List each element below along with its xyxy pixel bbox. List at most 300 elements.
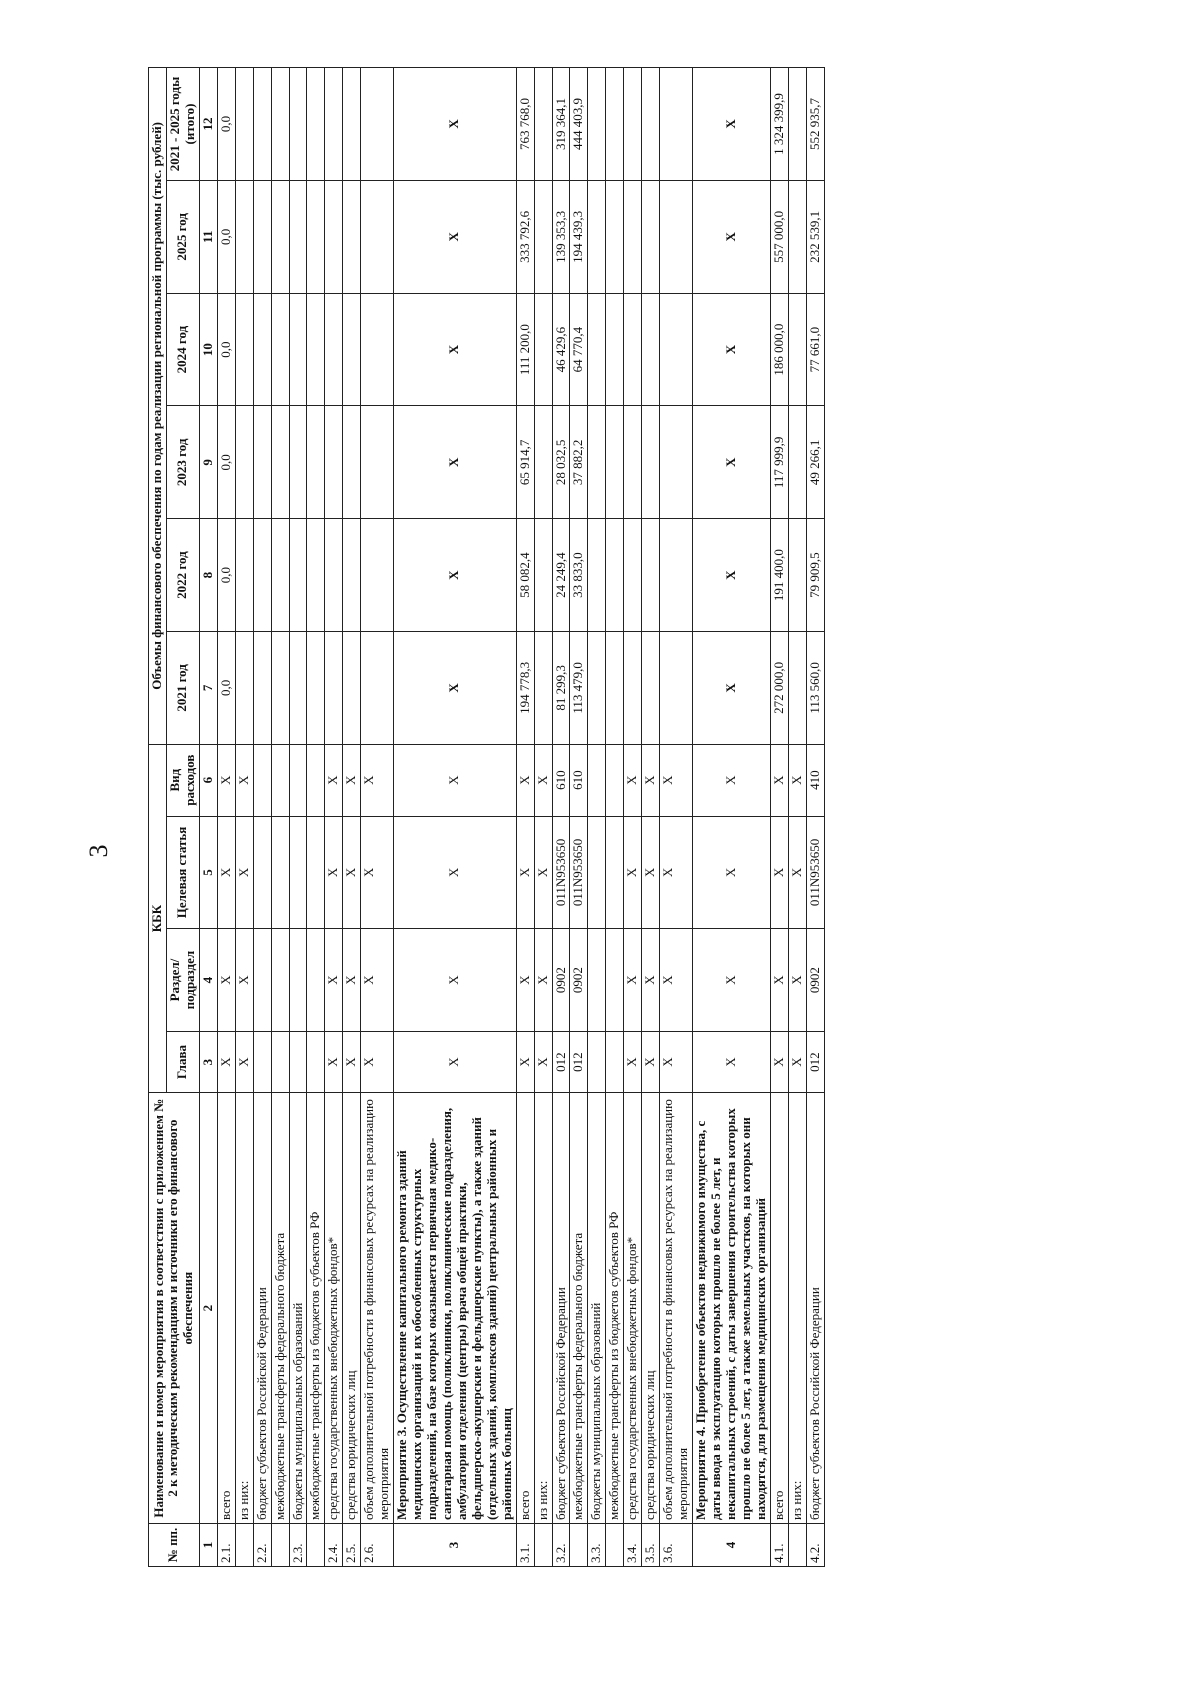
value-cell [289, 519, 307, 632]
target-article-cell: 011N953650 [806, 816, 824, 929]
value-cell [588, 68, 606, 181]
value-cell: 111 200,0 [516, 293, 534, 406]
expense-type-cell: X [693, 744, 771, 816]
glava-cell [588, 1031, 606, 1093]
expense-type-cell: X [660, 744, 693, 816]
table-row [624, 68, 642, 1567]
column-number: 8 [199, 519, 217, 632]
value-cell: X [693, 68, 771, 181]
razdel-cell: X [217, 929, 235, 1032]
table-row [552, 68, 570, 1567]
table-row [361, 68, 394, 1567]
row-name-cell: Мероприятие 4. Приобретение объектов недвижимого имущества, с даты ввода в эксплуатацию которых прошло не более 5 лет, и некапитальных строений, с даты завершения строительства которых прошло не более 5 лет, а также земельных участков, на которых они находятся, для размещения медицинских организаций [693, 1093, 771, 1524]
value-cell [343, 406, 361, 519]
target-article-cell [271, 816, 289, 929]
value-cell: 79 909,5 [806, 519, 824, 632]
value-cell [624, 406, 642, 519]
value-cell [253, 406, 271, 519]
value-cell [788, 180, 806, 293]
table-row [660, 68, 693, 1567]
value-cell [235, 632, 253, 745]
value-cell [361, 519, 394, 632]
value-cell [624, 293, 642, 406]
target-article-cell [588, 816, 606, 929]
financing-table [148, 67, 825, 1567]
target-article-cell: X [788, 816, 806, 929]
row-number-cell [271, 1523, 289, 1566]
value-cell [361, 68, 394, 181]
value-cell: 333 792,6 [516, 180, 534, 293]
expense-type-cell [253, 744, 271, 816]
value-cell [534, 180, 552, 293]
row-number-cell: 2.1. [217, 1523, 235, 1566]
row-number-cell: 2.3. [289, 1523, 307, 1566]
glava-cell [307, 1031, 325, 1093]
expense-type-cell: X [394, 744, 517, 816]
target-article-cell: X [217, 816, 235, 929]
row-name-cell: бюджет субъектов Российской Федерации [253, 1093, 271, 1524]
expense-type-cell [588, 744, 606, 816]
target-article-cell: X [624, 816, 642, 929]
value-cell [235, 68, 253, 181]
table-row [253, 68, 271, 1567]
column-number: 9 [199, 406, 217, 519]
glava-cell: 012 [552, 1031, 570, 1093]
header-kbk: КБК [149, 744, 167, 1093]
glava-cell: X [788, 1031, 806, 1093]
table-row [325, 68, 343, 1567]
header-2021: 2021 год [166, 632, 199, 745]
target-article-cell: X [394, 816, 517, 929]
row-number-cell: 4 [693, 1523, 771, 1566]
row-name-cell: из них: [788, 1093, 806, 1524]
value-cell [588, 180, 606, 293]
razdel-cell: X [394, 929, 517, 1032]
value-cell: 194 778,3 [516, 632, 534, 745]
row-number-cell [606, 1523, 624, 1566]
value-cell [788, 68, 806, 181]
value-cell: 191 400,0 [770, 519, 788, 632]
table-row [606, 68, 624, 1567]
value-cell [606, 68, 624, 181]
razdel-cell: X [660, 929, 693, 1032]
table-row [343, 68, 361, 1567]
value-cell [788, 519, 806, 632]
value-cell: X [394, 293, 517, 406]
row-number-cell [307, 1523, 325, 1566]
value-cell [271, 406, 289, 519]
expense-type-cell: X [235, 744, 253, 816]
razdel-cell: X [624, 929, 642, 1032]
glava-cell: X [770, 1031, 788, 1093]
table-row [289, 68, 307, 1567]
razdel-cell: X [642, 929, 660, 1032]
expense-type-cell: X [534, 744, 552, 816]
value-cell: X [693, 632, 771, 745]
target-article-cell: X [660, 816, 693, 929]
row-name-cell: Мероприятие 3. Осуществление капитального ремонта зданий медицинских организаций и их обособленных структурных подразделений, на базе которых оказывается первичная медико-санитарная помощь (поликлиники, поликлинические подразделения, амбулатории отделения (центры) врача общей практики, фельдшерско-акушерские и фельдшерские пункты), а также зданий (отдельных зданий, комплексов зданий) центральных районных и районных больниц [394, 1093, 517, 1524]
value-cell [235, 406, 253, 519]
glava-cell: X [642, 1031, 660, 1093]
value-cell [588, 406, 606, 519]
row-name-cell: межбюджетные трансферты из бюджетов субъектов РФ [307, 1093, 325, 1524]
row-number-cell [534, 1523, 552, 1566]
value-cell: 0,0 [217, 632, 235, 745]
header-2024: 2024 год [166, 293, 199, 406]
value-cell [534, 293, 552, 406]
value-cell [235, 293, 253, 406]
target-article-cell: X [642, 816, 660, 929]
column-number: 4 [199, 929, 217, 1032]
value-cell [361, 632, 394, 745]
value-cell [534, 519, 552, 632]
rotated-table-wrapper [148, 76, 1038, 1567]
value-cell [642, 293, 660, 406]
table-body [217, 68, 824, 1567]
glava-cell [253, 1031, 271, 1093]
value-cell [307, 406, 325, 519]
value-cell: 0,0 [217, 406, 235, 519]
value-cell: 557 000,0 [770, 180, 788, 293]
value-cell [660, 180, 693, 293]
row-name-cell: всего [516, 1093, 534, 1524]
value-cell: 117 999,9 [770, 406, 788, 519]
target-article-cell: X [343, 816, 361, 929]
value-cell [289, 406, 307, 519]
value-cell [253, 293, 271, 406]
table-row [788, 68, 806, 1567]
value-cell: 81 299,3 [552, 632, 570, 745]
target-article-cell: 011N953650 [552, 816, 570, 929]
glava-cell: X [693, 1031, 771, 1093]
value-cell [788, 293, 806, 406]
glava-cell: X [660, 1031, 693, 1093]
value-cell [606, 406, 624, 519]
value-cell: 24 249,4 [552, 519, 570, 632]
row-number-cell: 3.5. [642, 1523, 660, 1566]
header-celevaya: Целевая статья [166, 816, 199, 929]
value-cell: 58 082,4 [516, 519, 534, 632]
column-number: 1 [199, 1523, 217, 1566]
value-cell: X [394, 519, 517, 632]
razdel-cell: 0902 [570, 929, 588, 1032]
header-razdel: Раздел/ подраздел [166, 929, 199, 1032]
row-name-cell: бюджеты муниципальных образований [588, 1093, 606, 1524]
target-article-cell: X [235, 816, 253, 929]
column-number: 2 [199, 1093, 217, 1524]
value-cell [788, 406, 806, 519]
value-cell: X [394, 406, 517, 519]
header-name: Наименование и номер мероприятия в соответствии с приложением № 2 к методическим рекомендациям и источники его финансового обеспечения [149, 1093, 200, 1524]
header-2025: 2025 год [166, 180, 199, 293]
row-name-cell: межбюджетные трансферты из бюджетов субъектов РФ [606, 1093, 624, 1524]
value-cell [624, 68, 642, 181]
header-2023: 2023 год [166, 406, 199, 519]
razdel-cell [606, 929, 624, 1032]
value-cell [606, 632, 624, 745]
row-number-cell: 3.2. [552, 1523, 570, 1566]
table-row [693, 68, 771, 1567]
expense-type-cell: 610 [570, 744, 588, 816]
value-cell [534, 632, 552, 745]
row-number-cell: 2.2. [253, 1523, 271, 1566]
header-total: 2021 - 2025 годы (итого) [166, 68, 199, 181]
glava-cell: X [343, 1031, 361, 1093]
table-row [642, 68, 660, 1567]
value-cell [325, 406, 343, 519]
row-name-cell: средства государственных внебюджетных фондов* [325, 1093, 343, 1524]
expense-type-cell: X [624, 744, 642, 816]
value-cell [325, 519, 343, 632]
razdel-cell: 0902 [552, 929, 570, 1032]
razdel-cell [307, 929, 325, 1032]
row-number-cell: 3.4. [624, 1523, 642, 1566]
target-article-cell: X [361, 816, 394, 929]
header-vid: Вид расходов [166, 744, 199, 816]
value-cell [307, 68, 325, 181]
table-row [217, 68, 235, 1567]
table-row [588, 68, 606, 1567]
glava-cell [606, 1031, 624, 1093]
row-number-cell: 3 [394, 1523, 517, 1566]
value-cell: X [693, 293, 771, 406]
value-cell [307, 180, 325, 293]
value-cell [788, 632, 806, 745]
value-cell [606, 519, 624, 632]
row-name-cell: объем дополнительной потребности в финансовых ресурсах на реализацию мероприятия [660, 1093, 693, 1524]
expense-type-cell: X [788, 744, 806, 816]
row-name-cell: средства государственных внебюджетных фондов* [624, 1093, 642, 1524]
column-number: 7 [199, 632, 217, 745]
value-cell: 0,0 [217, 293, 235, 406]
value-cell [361, 406, 394, 519]
value-cell [289, 180, 307, 293]
value-cell: 0,0 [217, 68, 235, 181]
target-article-cell: X [516, 816, 534, 929]
row-name-cell: средства юридических лиц [343, 1093, 361, 1524]
expense-type-cell: X [343, 744, 361, 816]
value-cell [660, 293, 693, 406]
table-row [394, 68, 517, 1567]
value-cell: 319 364,1 [552, 68, 570, 181]
razdel-cell: X [235, 929, 253, 1032]
razdel-cell [588, 929, 606, 1032]
value-cell [642, 632, 660, 745]
value-cell: 763 768,0 [516, 68, 534, 181]
row-name-cell: межбюджетные трансферты федерального бюджета [271, 1093, 289, 1524]
value-cell [271, 180, 289, 293]
razdel-cell: 0902 [806, 929, 824, 1032]
column-number: 10 [199, 293, 217, 406]
target-article-cell [289, 816, 307, 929]
value-cell [588, 293, 606, 406]
value-cell [343, 632, 361, 745]
target-article-cell: X [325, 816, 343, 929]
value-cell: 0,0 [217, 519, 235, 632]
header-2022: 2022 год [166, 519, 199, 632]
value-cell: 64 770,4 [570, 293, 588, 406]
value-cell [642, 68, 660, 181]
glava-cell: X [361, 1031, 394, 1093]
value-cell: X [693, 180, 771, 293]
value-cell [289, 632, 307, 745]
value-cell [271, 632, 289, 745]
value-cell: 46 429,6 [552, 293, 570, 406]
row-number-cell: 3.3. [588, 1523, 606, 1566]
value-cell [588, 519, 606, 632]
value-cell: X [394, 180, 517, 293]
value-cell [253, 519, 271, 632]
value-cell [325, 632, 343, 745]
expense-type-cell: X [325, 744, 343, 816]
value-cell: 113 560,0 [806, 632, 824, 745]
glava-cell: X [325, 1031, 343, 1093]
row-number-cell: 3.1. [516, 1523, 534, 1566]
expense-type-cell: X [361, 744, 394, 816]
value-cell: X [394, 632, 517, 745]
row-number-cell: 4.2. [806, 1523, 824, 1566]
row-number-cell [235, 1523, 253, 1566]
expense-type-cell [307, 744, 325, 816]
target-article-cell [606, 816, 624, 929]
value-cell [660, 68, 693, 181]
row-name-cell: бюджет субъектов Российской Федерации [552, 1093, 570, 1524]
value-cell [660, 632, 693, 745]
razdel-cell: X [788, 929, 806, 1032]
value-cell [642, 519, 660, 632]
value-cell [361, 180, 394, 293]
glava-cell: 012 [806, 1031, 824, 1093]
glava-cell: X [534, 1031, 552, 1093]
glava-cell: X [516, 1031, 534, 1093]
value-cell: X [394, 68, 517, 181]
table-row [271, 68, 289, 1567]
value-cell [325, 68, 343, 181]
table-row [806, 68, 824, 1567]
column-number: 5 [199, 816, 217, 929]
column-number: 11 [199, 180, 217, 293]
value-cell [307, 632, 325, 745]
value-cell [606, 293, 624, 406]
header-glava: Глава [166, 1031, 199, 1093]
value-cell [343, 180, 361, 293]
table-row [235, 68, 253, 1567]
value-cell [253, 68, 271, 181]
razdel-cell: X [516, 929, 534, 1032]
row-name-cell: бюджет субъектов Российской Федерации [806, 1093, 824, 1524]
row-name-cell: всего [217, 1093, 235, 1524]
column-number: 3 [199, 1031, 217, 1093]
glava-cell: X [394, 1031, 517, 1093]
value-cell: 33 833,0 [570, 519, 588, 632]
value-cell [624, 180, 642, 293]
value-cell [343, 68, 361, 181]
value-cell [343, 293, 361, 406]
value-cell [271, 68, 289, 181]
target-article-cell: X [770, 816, 788, 929]
value-cell: 113 479,0 [570, 632, 588, 745]
expense-type-cell [289, 744, 307, 816]
expense-type-cell: X [217, 744, 235, 816]
razdel-cell [289, 929, 307, 1032]
value-cell [642, 180, 660, 293]
value-cell: X [693, 406, 771, 519]
target-article-cell: X [693, 816, 771, 929]
expense-type-cell [606, 744, 624, 816]
glava-cell: X [624, 1031, 642, 1093]
row-number-cell: 3.6. [660, 1523, 693, 1566]
column-number: 6 [199, 744, 217, 816]
row-number-cell [570, 1523, 588, 1566]
expense-type-cell: X [516, 744, 534, 816]
page-number: 3 [84, 844, 113, 858]
table-row [307, 68, 325, 1567]
value-cell: 1 324 399,9 [770, 68, 788, 181]
row-number-cell: 4.1. [770, 1523, 788, 1566]
razdel-cell [271, 929, 289, 1032]
row-number-cell: 2.4. [325, 1523, 343, 1566]
razdel-cell [253, 929, 271, 1032]
row-name-cell: из них: [235, 1093, 253, 1524]
value-cell: 194 439,3 [570, 180, 588, 293]
row-name-cell: межбюджетные трансферты федерального бюджета [570, 1093, 588, 1524]
table-row [534, 68, 552, 1567]
value-cell [660, 519, 693, 632]
target-article-cell: 011N953650 [570, 816, 588, 929]
header-volumes: Объемы финансового обеспечения по годам реализации региональной программы (тыс. рублей) [149, 68, 167, 745]
column-number-row [199, 68, 217, 1567]
value-cell [325, 293, 343, 406]
value-cell [660, 406, 693, 519]
value-cell: 0,0 [217, 180, 235, 293]
target-article-cell [253, 816, 271, 929]
value-cell [642, 406, 660, 519]
value-cell [534, 68, 552, 181]
glava-cell: X [235, 1031, 253, 1093]
value-cell [253, 632, 271, 745]
value-cell [235, 180, 253, 293]
row-name-cell: объем дополнительной потребности в финансовых ресурсах на реализацию мероприятия [361, 1093, 394, 1524]
value-cell [271, 519, 289, 632]
value-cell [343, 519, 361, 632]
value-cell [289, 68, 307, 181]
glava-cell [289, 1031, 307, 1093]
value-cell [289, 293, 307, 406]
value-cell [624, 519, 642, 632]
value-cell: 49 266,1 [806, 406, 824, 519]
value-cell: 37 882,2 [570, 406, 588, 519]
expense-type-cell: 410 [806, 744, 824, 816]
value-cell [588, 632, 606, 745]
row-name-cell: средства юридических лиц [642, 1093, 660, 1524]
value-cell [235, 519, 253, 632]
value-cell [624, 632, 642, 745]
row-name-cell: из них: [534, 1093, 552, 1524]
razdel-cell: X [534, 929, 552, 1032]
value-cell: 77 661,0 [806, 293, 824, 406]
razdel-cell: X [361, 929, 394, 1032]
value-cell: 552 935,7 [806, 68, 824, 181]
value-cell [307, 293, 325, 406]
razdel-cell: X [343, 929, 361, 1032]
value-cell: 65 914,7 [516, 406, 534, 519]
razdel-cell: X [770, 929, 788, 1032]
value-cell [307, 519, 325, 632]
value-cell: 28 032,5 [552, 406, 570, 519]
glava-cell: X [217, 1031, 235, 1093]
expense-type-cell [271, 744, 289, 816]
table-row [570, 68, 588, 1567]
